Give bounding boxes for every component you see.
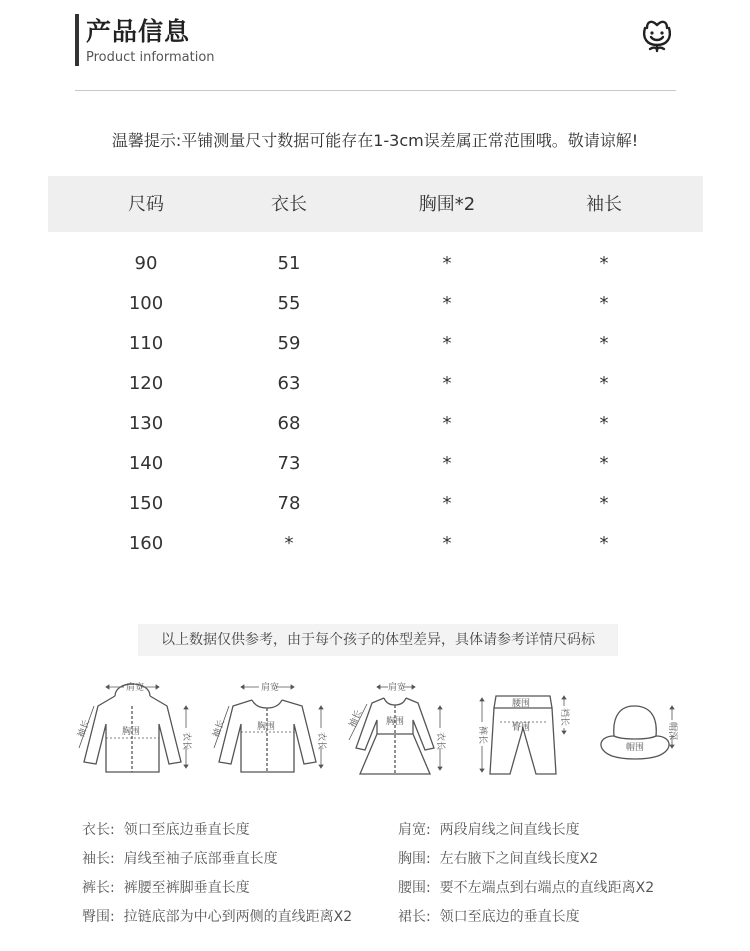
cell-chest: * <box>442 413 452 434</box>
cell-sleeve: * <box>599 533 609 554</box>
cell-sleeve: * <box>599 253 609 274</box>
cell-sleeve: * <box>599 453 609 474</box>
cell-length: 51 <box>277 253 301 274</box>
definition-item: 袖长: 肩线至袖子底部垂直长度 <box>82 851 278 867</box>
label-chest: 胸围 <box>386 717 405 727</box>
cell-length: 73 <box>277 453 301 474</box>
label-circumference: 帽围 <box>626 743 645 753</box>
header-divider <box>75 90 676 91</box>
label-shoulder: 肩宽 <box>388 683 407 693</box>
cell-size: 130 <box>128 413 164 434</box>
cell-sleeve: * <box>599 293 609 314</box>
definition-item: 裙长: 领口至底边的垂直长度 <box>398 909 580 925</box>
cell-chest: * <box>442 293 452 314</box>
cell-sleeve: * <box>599 493 609 514</box>
cell-sleeve: * <box>599 413 609 434</box>
definition-item: 臀围: 拉链底部为中心到两侧的直线距离X2 <box>82 909 353 925</box>
label-depth: 帽深 <box>667 722 677 741</box>
label-shoulder: 肩宽 <box>126 683 145 693</box>
label-chest: 胸围 <box>257 722 276 732</box>
header-size: 尺码 <box>128 194 164 215</box>
label-chest: 胸围 <box>122 727 141 737</box>
dress-diagram <box>340 676 450 781</box>
flower-smile-icon <box>638 16 676 54</box>
cell-size: 120 <box>128 373 164 394</box>
header-chest: 胸围*2 <box>418 194 476 215</box>
hat-diagram <box>592 676 692 781</box>
label-length: 衣长 <box>181 732 191 751</box>
cell-size: 150 <box>128 493 164 514</box>
cell-sleeve: * <box>599 333 609 354</box>
label-sleeve: 袖长 <box>76 718 92 740</box>
cell-chest: * <box>442 333 452 354</box>
cell-length: 59 <box>277 333 301 354</box>
cell-chest: * <box>442 453 452 474</box>
label-rise: 裆长 <box>559 708 569 727</box>
label-length: 裤长 <box>477 726 487 745</box>
cell-chest: * <box>442 373 452 394</box>
cell-size: 100 <box>128 293 164 314</box>
cell-length: 68 <box>277 413 301 434</box>
label-length: 衣长 <box>316 732 326 751</box>
jacket-diagram <box>205 676 330 781</box>
cell-length: * <box>284 533 294 554</box>
pants-diagram <box>468 676 583 781</box>
definition-item: 胸围: 左右腋下之间直线长度X2 <box>398 851 599 867</box>
cell-chest: * <box>442 533 452 554</box>
cell-size: 140 <box>128 453 164 474</box>
label-length: 衣长 <box>435 732 445 751</box>
title-accent-bar <box>75 14 79 66</box>
label-hip: 臀围 <box>512 723 531 733</box>
hoodie-diagram <box>70 676 195 781</box>
cell-sleeve: * <box>599 373 609 394</box>
definition-item: 肩宽: 两段肩线之间直线长度 <box>398 822 580 838</box>
cell-length: 55 <box>277 293 301 314</box>
label-sleeve: 袖长 <box>347 708 365 730</box>
label-waist: 腰围 <box>512 699 531 709</box>
cell-chest: * <box>442 253 452 274</box>
definition-item: 裤长: 裤腰至裤脚垂直长度 <box>82 880 250 896</box>
size-disclaimer: 以上数据仅供参考，由于每个孩子的体型差异，具体请参考详情尺码标 <box>138 624 618 656</box>
cell-size: 160 <box>128 533 164 554</box>
header-sleeve: 袖长 <box>586 194 622 215</box>
definition-item: 衣长: 领口至底边垂直长度 <box>82 822 250 838</box>
label-sleeve: 袖长 <box>211 718 227 740</box>
cell-length: 78 <box>277 493 301 514</box>
definition-item: 腰围: 要不左端点到右端点的直线距离X2 <box>398 880 655 896</box>
page-title: 产品信息 <box>86 17 191 46</box>
header-length: 衣长 <box>271 194 307 215</box>
measurement-notice: 温馨提示:平铺测量尺寸数据可能存在1-3cm误差属正常范围哦。敬请谅解! <box>111 131 639 150</box>
label-shoulder: 肩宽 <box>261 683 280 693</box>
cell-length: 63 <box>277 373 301 394</box>
page-subtitle: Product information <box>86 50 215 65</box>
cell-size: 110 <box>128 333 164 354</box>
cell-size: 90 <box>134 253 158 274</box>
cell-chest: * <box>442 493 452 514</box>
